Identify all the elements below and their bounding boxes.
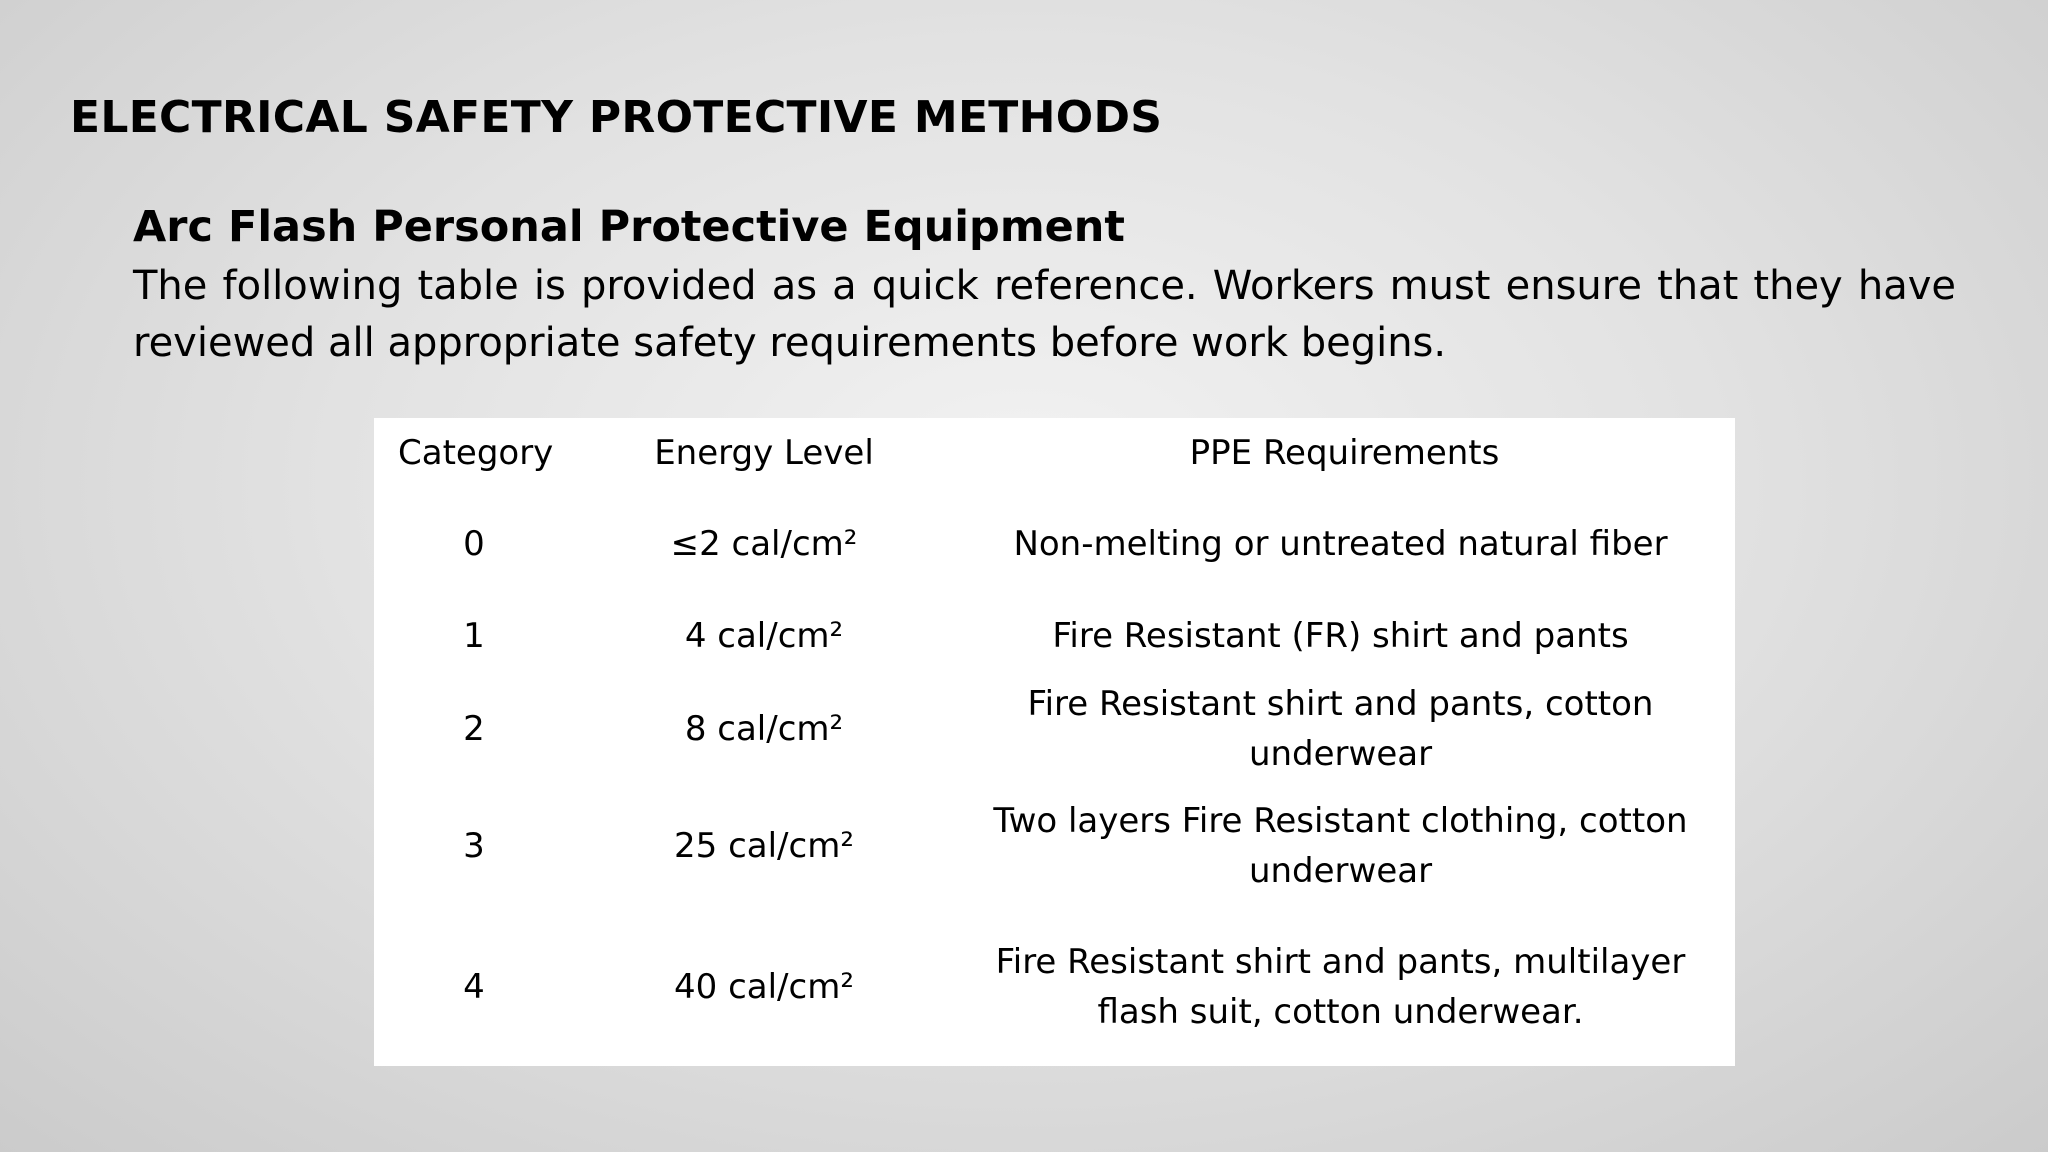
header-category: Category [398,433,554,473]
cell-energy-level: 25 cal/cm² [674,826,854,866]
table-row [374,785,1735,907]
cell-ppe-requirements: Fire Resistant (FR) shirt and pants [1052,616,1629,656]
cell-energy-level: 4 cal/cm² [684,616,844,656]
header-ppe-requirements: PPE Requirements [1189,433,1500,473]
intro-paragraph: The following table is provided as a quick reference. Workers must ensure that they have reviewed all appropriate safety requirements before work begins. [133,263,1956,366]
table-header-row [374,418,1735,488]
cell-category: 2 [463,708,485,749]
slide-title: ELECTRICAL SAFETY PROTECTIVE METHODS [70,92,1163,143]
table-row [374,488,1735,600]
header-energy-level: Energy Level [654,433,874,473]
ppe-table [374,418,1735,1066]
cell-energy-level: ≤2 cal/cm² [670,524,858,564]
cell-ppe-requirements: Non-melting or untreated natural fiber [1013,524,1668,564]
cell-category: 4 [463,966,485,1007]
cell-energy-level: 8 cal/cm² [684,708,844,749]
cell-category: 1 [463,616,485,656]
table-row [374,907,1735,1066]
cell-ppe-requirements: Fire Resistant shirt and pants, cotton underwear [1027,683,1654,774]
cell-category: 3 [463,826,485,866]
table-row [374,600,1735,672]
cell-ppe-requirements: Fire Resistant shirt and pants, multilayer flash suit, cotton underwear. [995,941,1686,1032]
table-row [374,672,1735,785]
subheading: Arc Flash Personal Protective Equipment [133,202,1125,252]
cell-category: 0 [463,524,485,564]
cell-energy-level: 40 cal/cm² [674,966,854,1007]
slide-content [133,196,1956,372]
ppe-table-panel [374,418,1735,1066]
cell-ppe-requirements: Two layers Fire Resistant clothing, cotton underwear [993,801,1688,891]
